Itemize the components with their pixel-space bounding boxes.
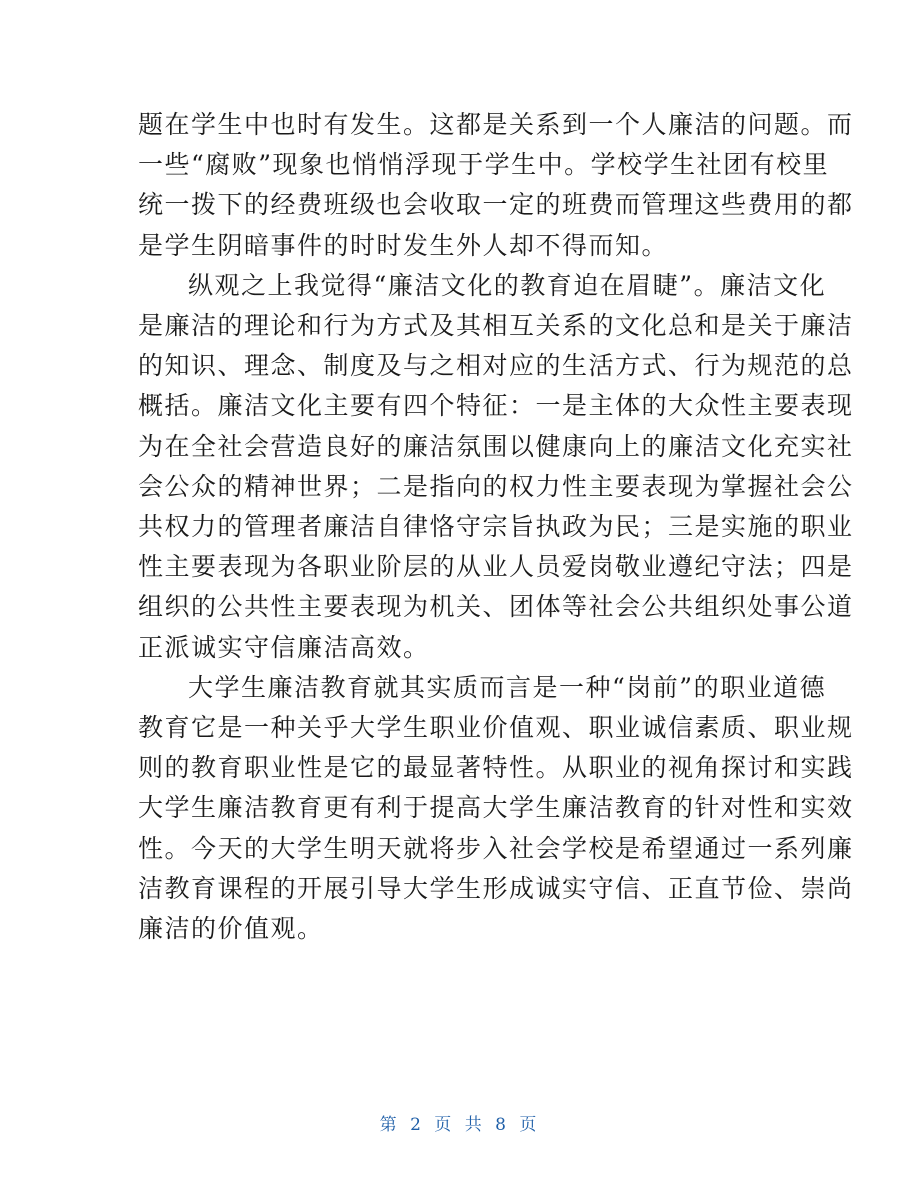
text-line: 则的教育职业性是它的最显著特性。从职业的视角探讨和实践 [138,753,854,783]
text-line: 共权力的管理者廉洁自律恪守宗旨执政为民；三是实施的职业 [138,512,854,542]
text-line: 大学生廉洁教育更有利于提高大学生廉洁教育的针对性和实效 [138,793,854,823]
text-line: 会公众的精神世界；二是指向的权力性主要表现为掌握社会公 [138,471,854,501]
paragraph-1 [138,105,854,266]
text-line: 概括。廉洁文化主要有四个特征：一是主体的大众性主要表现 [138,391,854,421]
text-line: 题在学生中也时有发生。这都是关系到一个人廉洁的问题。而 [138,110,854,139]
text-line: 正派诚实守信廉洁高效。 [138,632,430,662]
text-line: 大学生廉洁教育就其实质而言是一种“岗前”的职业道德 [188,672,827,702]
text-line: 性。今天的大学生明天就将步入社会学校是希望通过一系列廉 [138,833,854,863]
page-number-footer: 第 2 页 共 8 页 [379,1115,541,1135]
text-line: 一些“腐败”现象也悄悄浮现于学生中。学校学生社团有校里 [138,150,830,180]
text-line: 廉洁的价值观。 [138,914,324,944]
text-line: 是廉洁的理论和行为方式及其相互关系的文化总和是关于廉洁 [138,311,854,341]
text-line: 统一拨下的经费班级也会收取一定的班费而管理这些费用的都 [138,190,854,220]
text-line: 组织的公共性主要表现为机关、团体等社会公共组织处事公道 [138,592,854,622]
text-line: 是学生阴暗事件的时时发生外人却不得而知。 [138,230,669,260]
paragraph-2 [138,266,854,668]
text-line: 教育它是一种关乎大学生职业价值观、职业诚信素质、职业规 [138,713,854,743]
text-line: 性主要表现为各职业阶层的从业人员爱岗敬业遵纪守法；四是 [138,552,854,582]
paragraph-3 [138,668,854,949]
text-line: 纵观之上我觉得“廉洁文化的教育迫在眉睫”。廉洁文化 [188,270,827,300]
text-line: 洁教育课程的开展引导大学生形成诚实守信、正直节俭、崇尚 [138,873,854,903]
document-body [138,105,854,949]
text-line: 为在全社会营造良好的廉洁氛围以健康向上的廉洁文化充实社 [138,431,854,461]
text-line: 的知识、理念、制度及与之相对应的生活方式、行为规范的总 [138,351,854,381]
